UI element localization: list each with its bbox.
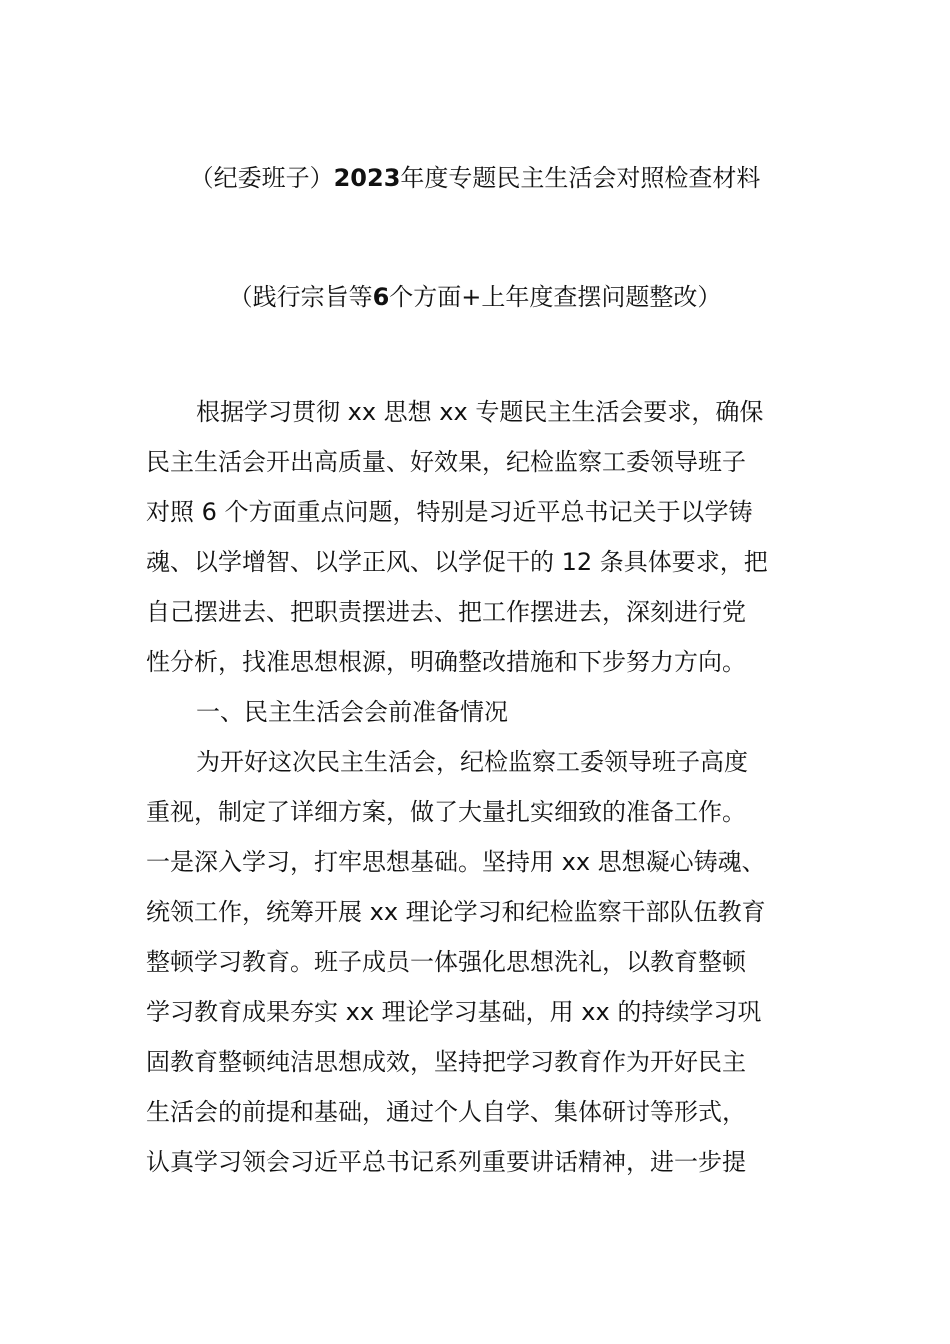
body-line: 整顿学习教育。班子成员一体强化思想洗礼，以教育整顿 [146, 948, 746, 976]
body-line: 自己摆进去、把职责摆进去、把工作摆进去，深刻进行党 [146, 598, 746, 626]
subtitle-number: 6 [372, 283, 390, 311]
title-prefix: （纪委班子） [189, 164, 334, 192]
document-title [0, 162, 950, 194]
body-line: 根据学习贯彻 xx 思想 xx 专题民主生活会要求，确保 [196, 398, 764, 426]
document-subtitle [0, 281, 950, 313]
body-line: 对照 6 个方面重点问题，特别是习近平总书记关于以学铸 [146, 498, 753, 526]
title-year: 2023 [333, 164, 401, 192]
section-heading: 一、民主生活会会前准备情况 [196, 698, 508, 726]
body-line: 民主生活会开出高质量、好效果，纪检监察工委领导班子 [146, 448, 746, 476]
title-suffix: 年度专题民主生活会对照检查材料 [400, 164, 761, 192]
subtitle-suffix: 个方面+上年度查摆问题整改） [389, 283, 722, 311]
body-line: 统领工作，统筹开展 xx 理论学习和纪检监察干部队伍教育 [146, 898, 766, 926]
subtitle-prefix: （践行宗旨等 [228, 283, 373, 311]
body-line: 重视，制定了详细方案，做了大量扎实细致的准备工作。 [146, 798, 746, 826]
body-line: 魂、以学增智、以学正风、以学促干的 12 条具体要求，把 [146, 548, 768, 576]
body-line: 学习教育成果夯实 xx 理论学习基础，用 xx 的持续学习巩 [146, 998, 762, 1026]
body-line: 一是深入学习，打牢思想基础。坚持用 xx 思想凝心铸魂、 [146, 848, 766, 876]
body-line: 性分析，找准思想根源，明确整改措施和下步努力方向。 [146, 648, 746, 676]
body-line: 认真学习领会习近平总书记系列重要讲话精神，进一步提 [146, 1148, 746, 1176]
body-line: 生活会的前提和基础，通过个人自学、集体研讨等形式， [146, 1098, 746, 1126]
body-line: 固教育整顿纯洁思想成效，坚持把学习教育作为开好民主 [146, 1048, 746, 1076]
document-body [146, 387, 808, 1187]
body-line: 为开好这次民主生活会，纪检监察工委领导班子高度 [196, 748, 748, 776]
